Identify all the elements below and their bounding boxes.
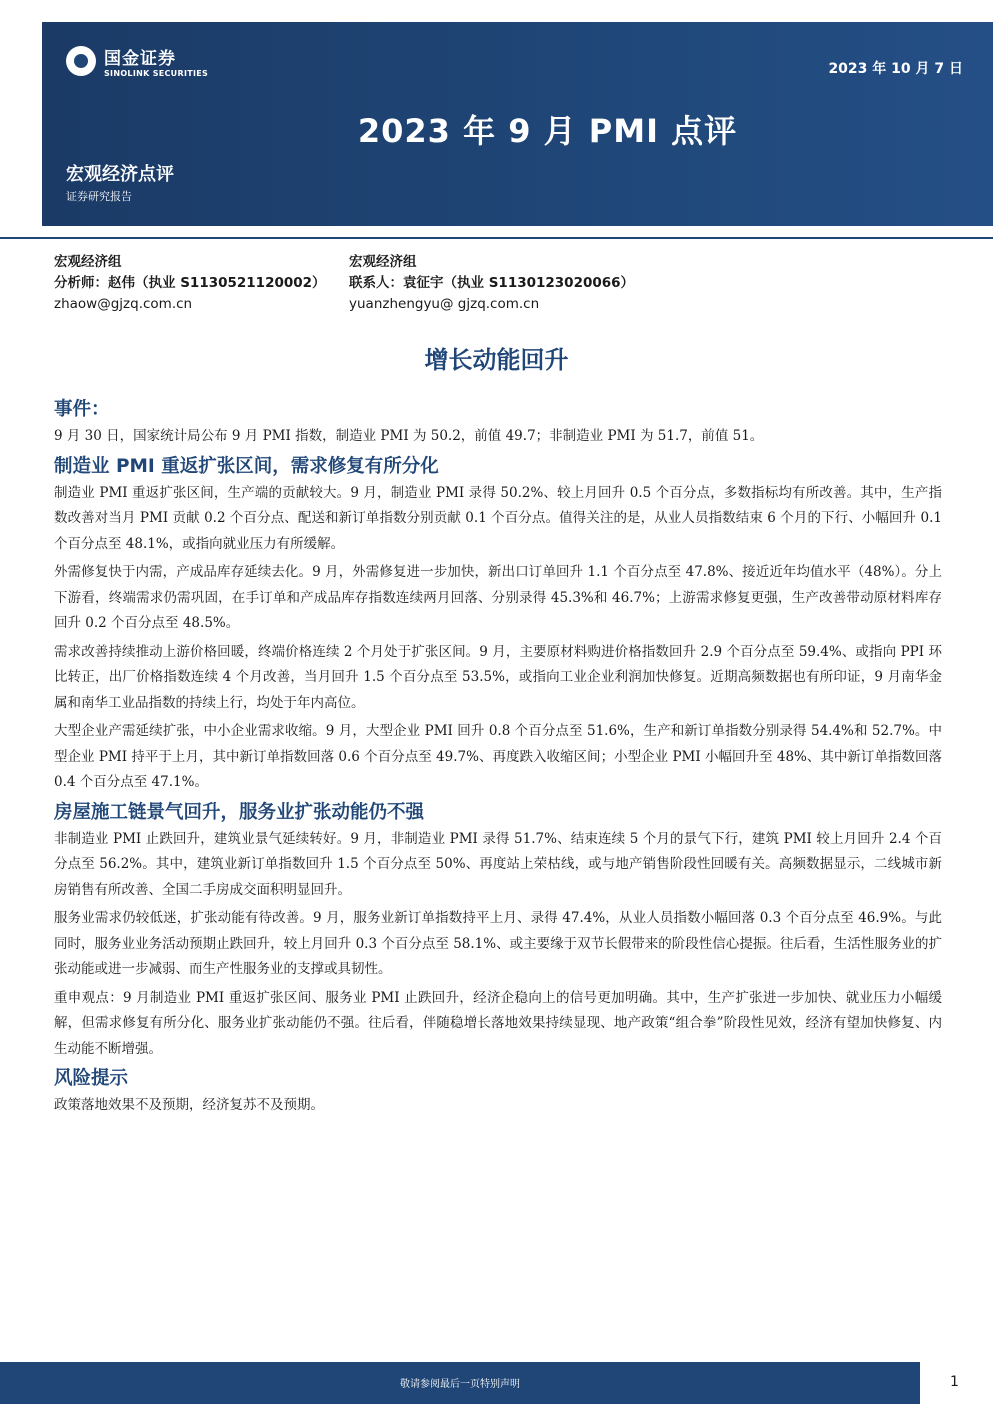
paragraph: 9 月 30 日，国家统计局公布 9 月 PMI 指数，制造业 PMI 为 50.2，前值 49.7；非制造业 PMI 为 51.7，前值 51。 [54,428,764,444]
paragraph: 需求改善持续推动上游价格回暖，终端价格连续 2 个月处于扩张区间。9 月，主要原材料购进价格指数回升 2.9 个百分点至 59.4%、或指向 PPI 环比转正，出厂价格指数连续 4 个月改善，当月回升 1.5 个百分点至 53.5%，或指向工业企业利润加快修复。近期高频数据也有所印证，9 月南华金属和南华工业品指数的持续上行，均处于年内高位。 [54,643,942,711]
page-number: 1 [950,1374,959,1390]
paragraph: 非制造业 PMI 止跌回升，建筑业景气延续转好。9 月，非制造业 PMI 录得 51.7%、结束连续 5 个月的景气下行，建筑 PMI 较上月回升 2.4 个百分点至 56.2%。其中，建筑业新订单指数回升 1.5 个百分点至 50%、再度站上荣枯线，或与地产销售阶段性回暖有关。高频数据显示，二线城市新房销售有所改善、全国二手房成交面积明显回升。 [54,830,942,898]
company-logo [66,44,216,92]
logo-name-en: SINOLINK SECURITIES [104,69,209,78]
author-name: 联系人：袁征宇（执业 S1130123020066） [349,275,635,291]
author-group: 宏观经济组 [349,254,417,270]
header-divider [0,237,993,239]
paragraph: 重申观点：9 月制造业 PMI 重返扩张区间、服务业 PMI 止跌回升，经济企稳向上的信号更加明确。其中，生产扩张进一步加快、就业压力小幅缓解，但需求修复有所分化、服务业扩张动能仍不强。往后看，伴随稳增长落地效果持续显现、地产政策“组合拳”阶段性见效，经济有望加快修复、内生动能不断增强。 [54,989,942,1057]
author-name: 分析师：赵伟（执业 S1130521120002） [54,275,326,291]
report-body [54,396,942,1122]
section-heading-event: 事件： [54,399,110,420]
report-date: 2023 年 10 月 7 日 [828,61,963,77]
report-headline: 增长动能回升 [424,346,569,374]
author-block-1 [54,252,326,315]
report-title: 2023 年 9 月 PMI 点评 [357,112,738,150]
report-banner [42,22,993,226]
logo-name-cn: 国金证券 [104,49,176,69]
section-heading-services: 房屋施工链景气回升，服务业扩张动能仍不强 [54,801,425,823]
author-email[interactable]: yuanzhengyu@ gjzq.com.cn [349,296,540,312]
paragraph: 大型企业产需延续扩张，中小企业需求收缩。9 月，大型企业 PMI 回升 0.8 个百分点至 51.6%，生产和新订单指数分别录得 54.4%和 52.7%。中型企业 PMI 持平于上月，其中新订单指数回落 0.6 个百分点至 49.7%、再度跌入收缩区间；小型企业 PMI 小幅回升至 48%、其中新订单指数回落 0.4 个百分点至 47.1%。 [54,723,942,790]
report-subtitle: 证券研究报告 [66,190,132,203]
author-group: 宏观经济组 [54,254,122,270]
report-category: 宏观经济点评 [66,164,174,185]
footer-notice: 敬请参阅最后一页特别声明 [400,1379,520,1390]
section-heading-risk: 风险提示 [54,1068,129,1089]
paragraph: 制造业 PMI 重返扩张区间，生产端的贡献较大。9 月，制造业 PMI 录得 50.2%、较上月回升 0.5 个百分点，多数指标均有所改善。其中，生产指数改善对当月 PMI 贡献 0.2 个百分点、配送和新订单指数分别贡献 0.1 个百分点。值得关注的是，从业人员指数结束 6 个月的下行、小幅回升 0.1 个百分点至 48.1%，或指向就业压力有所缓解。 [54,484,942,552]
author-email[interactable]: zhaow@gjzq.com.cn [54,296,193,312]
paragraph: 服务业需求仍较低迷，扩张动能有待改善。9 月，服务业新订单指数持平上月、录得 47.4%，从业人员指数小幅回落 0.3 个百分点至 46.9%。与此同时，服务业业务活动预期止跌回升，较上月回升 0.3 个百分点至 58.1%、或主要缘于双节长假带来的阶段性信心提振。往后看，生活性服务业的扩张动能或进一步减弱、而生产性服务业的支撑或具韧性。 [54,910,942,977]
logo-emblem-icon [66,46,96,76]
author-block-2 [349,252,634,315]
section-heading-manufacturing: 制造业 PMI 重返扩张区间，需求修复有所分化 [54,455,439,477]
paragraph: 政策落地效果不及预期，经济复苏不及预期。 [54,1097,324,1113]
paragraph: 外需修复快于内需，产成品库存延续去化。9 月，外需修复进一步加快，新出口订单回升 1.1 个百分点至 47.8%、接近近年均值水平（48%）。分上下游看，终端需求仍需巩固，在手订单和产成品库存指数连续两月回落、分别录得 45.3%和 46.7%；上游需求修复更强，生产改善带动原材料库存回升 0.2 个百分点至 48.5%。 [54,564,942,631]
